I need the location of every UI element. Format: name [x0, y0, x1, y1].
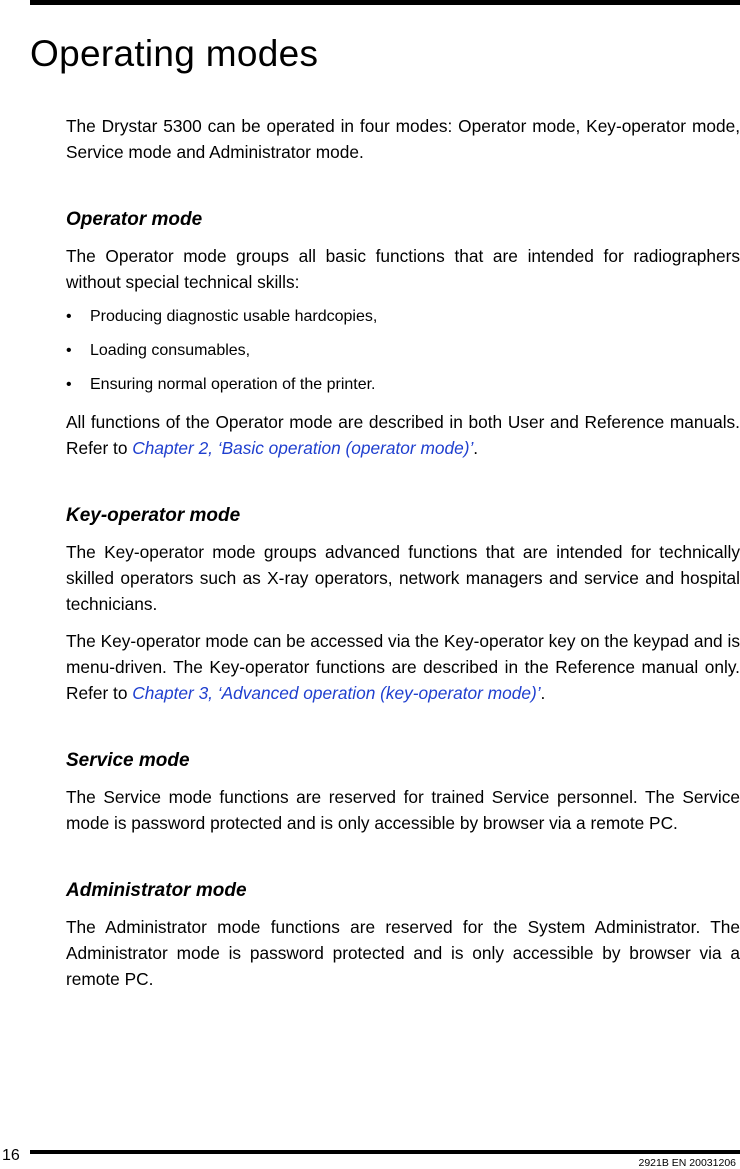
- key-operator-mode-paragraph-1: The Key-operator mode groups advanced functions that are intended for technically skilled operators such as X-ray operators, network managers and service and hospital technicians.: [66, 542, 740, 614]
- bullet-icon: •: [66, 308, 72, 325]
- reference-text: The Key-operator mode can be accessed via the Key-operator key on the keypad and is menu-driven. The Key-operator functions are described in the Reference manual only. Refer to: [66, 631, 740, 703]
- administrator-mode-paragraph: The Administrator mode functions are reserved for the System Administrator. The Administrator mode is password protected and is only accessible by browser via a remote PC.: [66, 917, 740, 989]
- intro-paragraph: The Drystar 5300 can be operated in four modes: Operator mode, Key-operator mode, Service mode and Administrator mode.: [66, 116, 740, 162]
- footer-rule: [30, 1150, 740, 1154]
- operator-mode-intro: The Operator mode groups all basic functions that are intended for radiographers without special technical skills:: [66, 246, 740, 292]
- list-item: [66, 375, 740, 395]
- list-item: [66, 307, 740, 327]
- operator-mode-reference: [66, 409, 740, 461]
- list-item-text: Producing diagnostic usable hardcopies,: [90, 308, 378, 325]
- chapter-3-link[interactable]: Chapter 3, ‘Advanced operation (key-operator mode)’: [132, 683, 541, 703]
- service-mode-heading: Service mode: [66, 750, 190, 771]
- administrator-mode-heading: Administrator mode: [66, 880, 247, 901]
- list-item-text: Loading consumables,: [90, 342, 251, 359]
- document-code: 2921B EN 20031206: [638, 1157, 736, 1169]
- reference-end: .: [540, 683, 546, 703]
- bullet-icon: •: [66, 376, 72, 393]
- operator-mode-bullet-list: [66, 307, 740, 395]
- page-title: Operating modes: [30, 33, 319, 74]
- bullet-icon: •: [66, 342, 72, 359]
- reference-end: .: [473, 438, 479, 458]
- operator-mode-heading: Operator mode: [66, 209, 203, 230]
- key-operator-mode-paragraph-2: [66, 628, 740, 706]
- list-item: [66, 341, 740, 361]
- service-mode-paragraph: The Service mode functions are reserved for trained Service personnel. The Service mode is password protected and is only accessible by browser via a remote PC.: [66, 787, 740, 833]
- reference-text: All functions of the Operator mode are described in both User and Reference manuals. Refer to: [66, 412, 740, 458]
- list-item-text: Ensuring normal operation of the printer.: [90, 376, 376, 393]
- top-rule: [30, 0, 740, 5]
- content: [66, 113, 740, 1003]
- page-number: 16: [2, 1147, 20, 1164]
- chapter-2-link[interactable]: Chapter 2, ‘Basic operation (operator mode)’: [132, 438, 474, 458]
- key-operator-mode-heading: Key-operator mode: [66, 505, 241, 526]
